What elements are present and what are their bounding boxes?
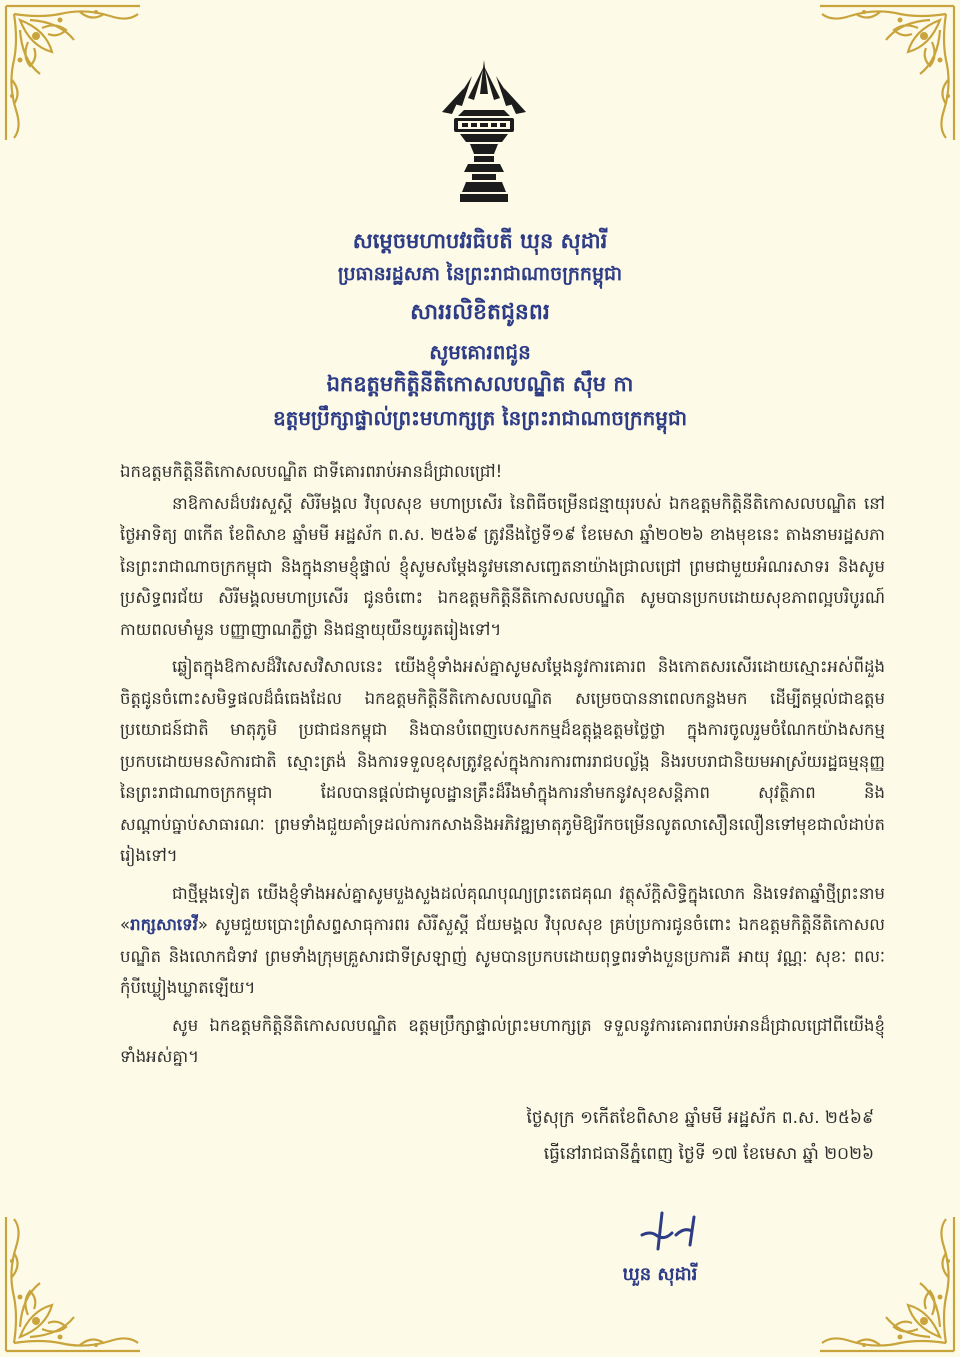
- sender-position-text: ប្រធានរដ្ឋសភា នៃព្រះរាជាណាចក្រកម្ពុជា: [337, 263, 623, 285]
- salutation: ឯកឧត្តមកិត្តិនីតិកោសលបណ្ឌិត ជាទីគោរពរាប់អានដ៏ជ្រាលជ្រៅ!: [120, 462, 503, 481]
- corner-ornament-icon: [0, 0, 150, 150]
- paragraph-3: [120, 878, 885, 1004]
- paragraph-3-part-a: ជាថ្មីម្តងទៀត យើងខ្ញុំទាំងអស់គ្នាសូមបួងសួងដល់គុណបុណ្យព្រះតេជគុណ វត្ថុស័ក្តិសិទ្ធិក្នុងលោក និងទេវតាឆ្នាំថ្មីព្រះនាម «: [120, 883, 885, 934]
- addressee-position: [60, 403, 900, 433]
- addressee-name: [60, 369, 900, 399]
- sender-name: សម្ដេចមហាបវរធិបតី ឃុន សុដារី: [352, 229, 608, 253]
- national-assembly-emblem-icon: [438, 58, 530, 208]
- sender-position: [60, 260, 900, 288]
- addressee-name-text: ឯកឧត្តមកិត្តិនីតិកោសលបណ្ឌិត ស៊ឹម កា: [326, 372, 634, 396]
- signature-mark: [636, 1205, 706, 1253]
- sender-title: [60, 226, 900, 256]
- corner-ornament-icon: [810, 0, 960, 150]
- letter-title-text: សាររលិខិតជូនពរ: [410, 300, 550, 325]
- paragraph-3-part-b: » សូមជួយប្រោះព្រំសព្ទសាធុការពរ សិរីសួស្តី ជ័យមង្គល វិបុលសុខ គ្រប់ប្រការជូនចំពោះ ឯកឧត្តមកិត្តិនីតិកោសលបណ្ឌិត និងលោកជំទាវ ព្រមទាំងក្រុមគ្រួសារជាទីស្រឡាញ់ សូមបានប្រកបដោយពុទ្ធពរទាំងបួនប្រការគឺ អាយុ វណ្ណៈ សុខៈ ពលៈ កុំបីឃ្លៀងឃ្លាតឡើយ។: [120, 915, 886, 997]
- new-year-deity-name: រាក្សសាទេវី: [130, 915, 198, 934]
- paragraph-2: ឆ្លៀតក្នុងឱកាសដ៏វិសេសវិសាលនេះ យើងខ្ញុំទាំងអស់គ្នាសូមសម្តែងនូវការគោរព និងកោតសរសើរដោយស្មោះអស់ពីដួងចិត្តជូនចំពោះសមិទ្ធផលដ៏ធំធេងដែល ឯកឧត្តមកិត្តិនីតិកោសលបណ្ឌិត សម្រេចបាននាពេលកន្លងមក ដើម្បីតម្កល់ជាឧត្តមប្រយោជន៍ជាតិ មាតុភូមិ ប្រជាជនកម្ពុជា និងបានបំពេញបេសកកម្មដ៏ឧត្តុង្គឧត្តមថ្លៃថ្លា ក្នុងការចូលរួមចំណែកយ៉ាងសកម្មប្រកបដោយមនសិការជាតិ ស្មោះត្រង់ និងការទទួលខុសត្រូវខ្ពស់ក្នុងការការពាររាជបល្ល័ង្ក និងរបបរាជានិយមអាស្រ័យរដ្ឋធម្មនុញ្ញនៃព្រះរាជាណាចក្រកម្ពុជា ដែលបានផ្តល់ជាមូលដ្ឋានគ្រឹះដ៏រឹងមាំក្នុងការនាំមកនូវសុខសន្តិភាព សុវត្ថិភាព និងសណ្តាប់ធ្នាប់សាធារណៈ ព្រមទាំងជួយគាំទ្រដល់ការកសាងនិងអភិវឌ្ឍមាតុភូមិឱ្យរីកចម្រើនលូតលាស់ឿនលឿនទៅមុខជាលំដាប់តរៀងទៅ។: [120, 657, 885, 865]
- corner-ornament-icon: [0, 1207, 150, 1357]
- solar-date: ធ្វើនៅរាជធានីភ្នំពេញ ថ្ងៃទី ១៧ ខែមេសា ឆ្នាំ ២០២៦: [543, 1144, 874, 1164]
- paragraph-4: សូម ឯកឧត្តមកិត្តិនីតិកោសលបណ្ឌិត ឧត្តមប្រឹក្សាផ្ទាល់ព្រះមហាក្សត្រ ទទួលនូវការគោរពរាប់អានដ៏ជ្រាលជ្រៅពីយើងខ្ញុំទាំងអស់គ្នា។: [120, 1015, 885, 1066]
- addressee-intro-text: សូមគោរពជូន: [429, 340, 531, 364]
- lunar-date: ថ្ងៃសុក្រ ១កើតខែពិសាខ ឆ្នាំមមី អដ្ឋស័ក ព.ស. ២៥៦៩: [526, 1108, 874, 1128]
- letter-title: [60, 298, 900, 328]
- date-block: [526, 1100, 874, 1172]
- addressee-position-text: ឧត្តមប្រឹក្សាផ្ទាល់ព្រះមហាក្សត្រ នៃព្រះរាជាណាចក្រកម្ពុជា: [272, 406, 688, 430]
- signatory-name: ឃួន សុដារី: [622, 1264, 698, 1285]
- addressee-intro: [60, 338, 900, 366]
- paragraph-1: នាឱកាសដ៏បវរសួស្តី សិរីមង្គល វិបុលសុខ មហាប្រសើរ នៃពិធីចម្រើនជន្មាយុរបស់ ឯកឧត្តមកិត្តិនីតិកោសលបណ្ឌិត នៅថ្ងៃអាទិត្យ ៣កើត ខែពិសាខ ឆ្នាំមមី អដ្ឋស័ក ព.ស. ២៥៦៩ ត្រូវនឹងថ្ងៃទី១៩ ខែមេសា ឆ្នាំ២០២៦ ខាងមុខនេះ តាងនាមរដ្ឋសភានៃព្រះរាជាណាចក្រកម្ពុជា និងក្នុងនាមខ្ញុំផ្ទាល់ ខ្ញុំសូមសម្តែងនូវមនោសញ្ចេតនាយ៉ាងជ្រាលជ្រៅ ព្រមជាមួយអំណរសាទរ និងសូមប្រសិទ្ធពរជ័យ សិរីមង្គលមហាប្រសើរ ជូនចំពោះ ឯកឧត្តមកិត្តិនីតិកោសលបណ្ឌិត សូមបានប្រកបដោយសុខភាពល្អបរិបូរណ៍ កាយពលមាំមួន បញ្ញាញាណភ្លឺថ្លា និងជន្មាយុយឺនយូរតរៀងទៅ។: [120, 493, 885, 639]
- letter-body: [120, 456, 885, 1073]
- corner-ornament-icon: [810, 1207, 960, 1357]
